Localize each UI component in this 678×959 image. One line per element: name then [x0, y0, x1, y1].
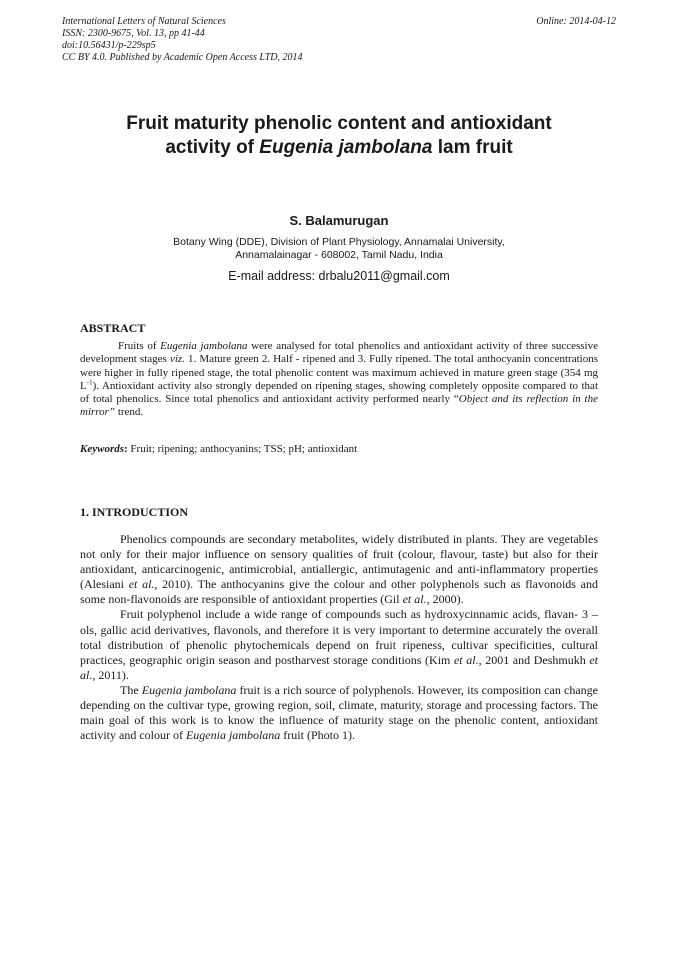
- intro-paragraph-1: Phenolics compounds are secondary metabolites, widely distributed in plants. They are vegetables not only for their major influence on sensory qualities of fruit (colour, flavour, taste) but also for their antioxidant, anticarcinogenic, antimicrobial, antiallergic, antimutagenic and anti-inflammatory properties (Alesiani et al., 2010). The anthocyanins give the colour and other polyphenols such as flavonoids and some non-flavonoids are responsible of antioxidant properties (Gil et al., 2000).: [80, 532, 598, 607]
- abstract-heading: ABSTRACT: [80, 321, 146, 335]
- journal-header: [62, 16, 303, 64]
- issn-line: ISSN: 2300-9675, Vol. 13, pp 41-44: [62, 28, 205, 39]
- author-name: S. Balamurugan: [289, 213, 389, 228]
- journal-name: International Letters of Natural Sciences: [62, 16, 226, 27]
- intro-paragraph-3: The Eugenia jambolana fruit is a rich source of polyphenols. However, its composition can change depending on the cultivar type, growing region, soil, climate, maturity, storage and processing factors. The main goal of this work is to know the influence of maturity stage on the phenolic content, antioxidant activity and colour of Eugenia jambolana fruit (Photo 1).: [80, 682, 598, 743]
- paper-title: [80, 112, 598, 160]
- intro-paragraph-2: Fruit polyphenol include a wide range of compounds such as hydroxycinnamic acids, flavan- 3 – ols, gallic acid derivatives, flavonols, and therefore it is very important to determine accurately the overall total distribution of phenolic phytochemicals depend on fruit ripeness, cultivar specificities, cultural practices, geographic origin season and postharvest storage conditions (Kim et al., 2001 and Deshmukh et al., 2011).: [80, 607, 598, 682]
- introduction-heading: 1. INTRODUCTION: [80, 505, 189, 519]
- online-date: Online: 2014-04-12: [536, 16, 616, 27]
- author-email: E-mail address: drbalu2011@gmail.com: [228, 269, 450, 283]
- keywords-line: Keywords: Fruit; ripening; anthocyanins; TSS; pH; antioxidant: [80, 443, 358, 455]
- affiliation: Botany Wing (DDE), Division of Plant Physiology, Annamalai University, Annamalainagar - 608002, Tamil Nadu, India: [173, 236, 505, 261]
- title-line-2: activity of Eugenia jambolana lam fruit: [165, 137, 513, 158]
- introduction-body: [80, 532, 598, 743]
- license-line: CC BY 4.0. Published by Academic Open Access LTD, 2014: [62, 52, 303, 63]
- title-line-1: Fruit maturity phenolic content and antioxidant: [126, 113, 552, 134]
- abstract-body: Fruits of Eugenia jambolana were analysed for total phenolics and antioxidant activity of three successive development stages viz. 1. Mature green 2. Half - ripened and 3. Fully ripened. The total anthocyanin concentrations were higher in fully ripened stage, the total phenolic content was maximum achieved in mature green stage (354 mg $L^{-1}$). Antioxidant activity also strongly depended on ripening stages, showing completely opposite compared to that of total phenolics. Since total phenolics and antioxidant activity performed nearly “Object and its reflection in the mirror” trend.: [80, 340, 598, 419]
- doi-line: doi:10.56431/p-229sp5: [62, 40, 156, 51]
